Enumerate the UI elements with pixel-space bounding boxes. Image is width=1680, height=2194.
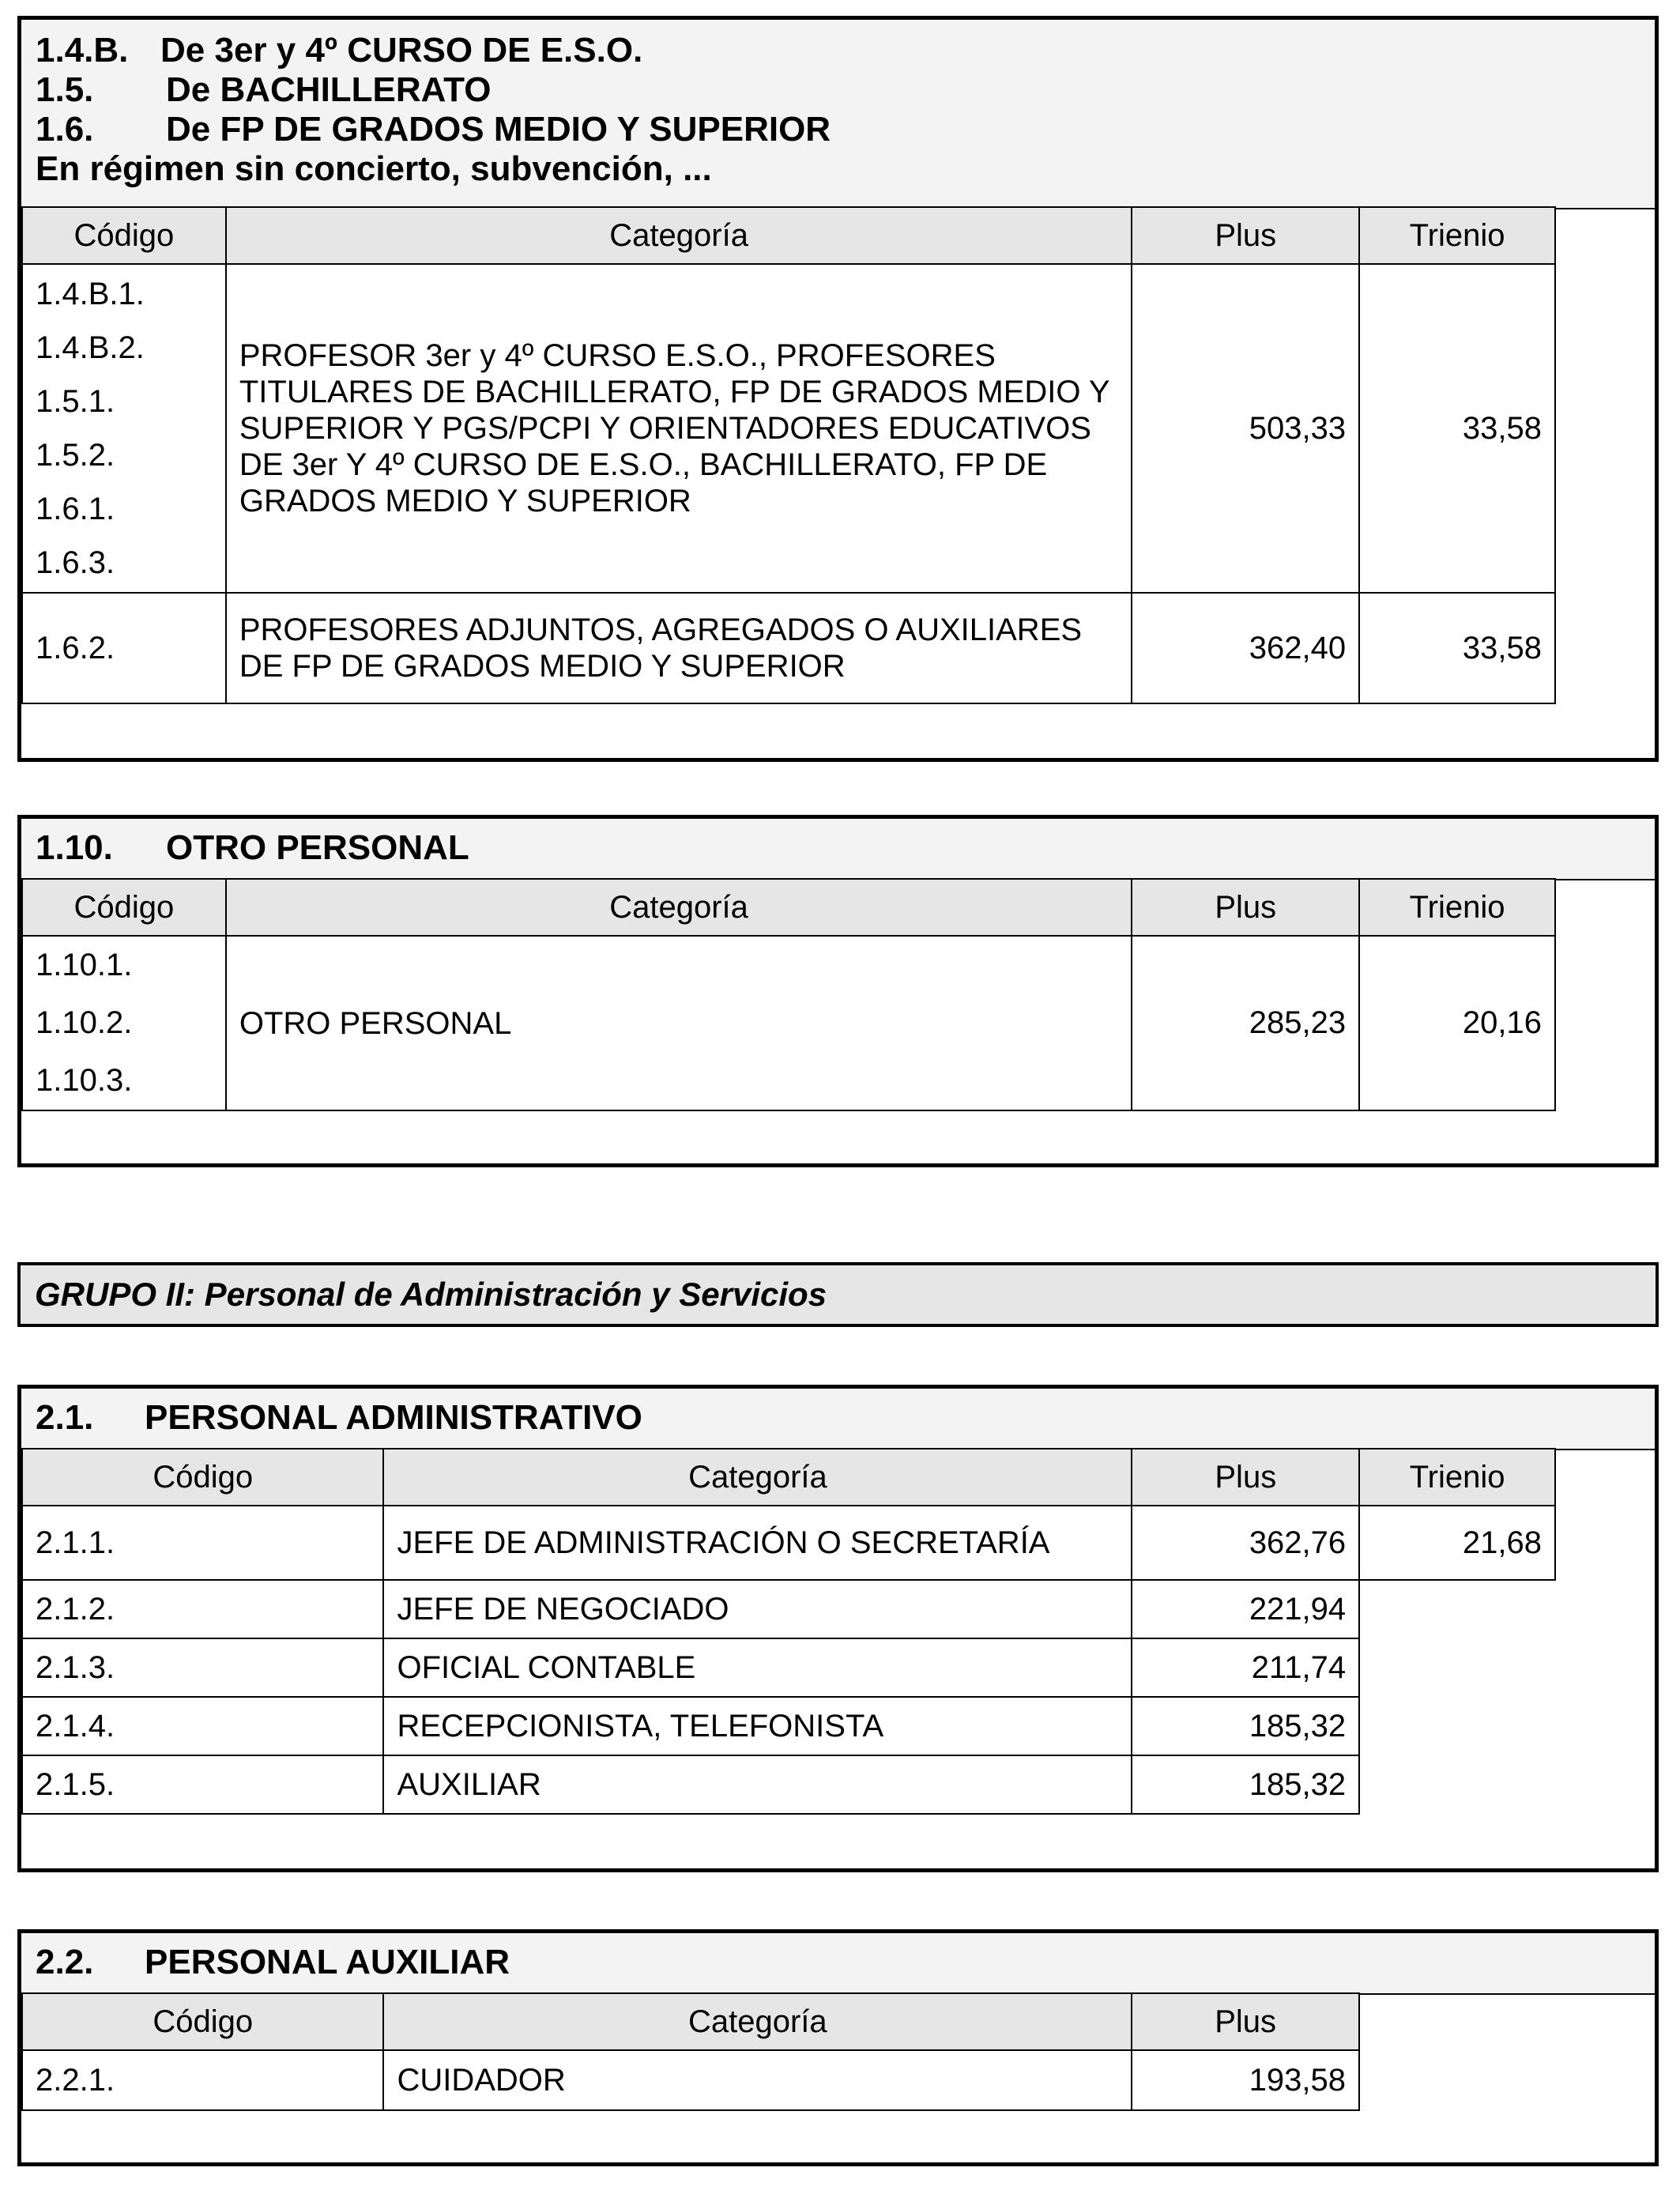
- table-header-row: [22, 879, 1555, 936]
- trienio-cell: 33,58: [1359, 264, 1555, 593]
- col-header-trienio: Trienio: [1359, 207, 1555, 264]
- table-row: [22, 264, 1555, 593]
- section-eso-bachillerato-fp: [17, 16, 1659, 762]
- section-heading: [21, 20, 1655, 209]
- section-title: PERSONAL ADMINISTRATIVO: [145, 1398, 642, 1437]
- col-header-trienio: Trienio: [1359, 879, 1555, 936]
- plus-cell: 362,40: [1132, 593, 1359, 703]
- category-cell: OTRO PERSONAL: [226, 936, 1132, 1110]
- col-header-plus: Plus: [1132, 1993, 1359, 2050]
- code-cell: 1.6.2.: [22, 593, 226, 703]
- trienio-cell: 20,16: [1359, 936, 1555, 1110]
- code-cell: 2.1.4.: [22, 1697, 383, 1755]
- category-cell: JEFE DE NEGOCIADO: [383, 1580, 1132, 1638]
- col-header-codigo: Código: [22, 1993, 383, 2050]
- table-row: [22, 1580, 1555, 1638]
- heading-line: 1.5. De BACHILLERATO: [36, 70, 492, 109]
- code-cell: 2.1.3.: [22, 1638, 383, 1697]
- col-header-categoria: Categoría: [226, 879, 1132, 936]
- section-heading: 1.10. OTRO PERSONAL: [21, 819, 1655, 880]
- section-title: PERSONAL AUXILIAR: [145, 1943, 510, 1981]
- code-cell: 2.1.5.: [22, 1755, 383, 1814]
- col-header-plus: Plus: [1132, 879, 1359, 936]
- table-row: [22, 1697, 1555, 1755]
- col-header-codigo: Código: [22, 879, 226, 936]
- trienio-cell: 21,68: [1359, 1506, 1555, 1580]
- salary-table: [21, 1448, 1556, 1815]
- col-header-plus: Plus: [1132, 1449, 1359, 1506]
- code-cell: 2.2.1.: [22, 2050, 383, 2110]
- category-cell: CUIDADOR: [383, 2050, 1132, 2110]
- salary-table: [21, 206, 1556, 704]
- table-header-row: [22, 1449, 1555, 1506]
- heading-line: En régimen sin concierto, subvención, ...: [36, 149, 712, 188]
- table-row: [22, 593, 1555, 703]
- plus-cell: 503,33: [1132, 264, 1359, 593]
- section-heading: 2.2. PERSONAL AUXILIAR: [21, 1933, 1655, 1995]
- group-heading: GRUPO II: Personal de Administración y Servicios: [17, 1262, 1659, 1327]
- col-header-categoria: Categoría: [226, 207, 1132, 264]
- codes-cell: 1.10.1. 1.10.2. 1.10.3.: [22, 936, 226, 1110]
- plus-cell: 362,76: [1132, 1506, 1359, 1580]
- plus-cell: 285,23: [1132, 936, 1359, 1110]
- col-header-trienio: Trienio: [1359, 1449, 1555, 1506]
- salary-table: [21, 878, 1556, 1111]
- table-header-row: [22, 207, 1555, 264]
- col-header-categoria: Categoría: [383, 1449, 1132, 1506]
- table-row: [22, 1638, 1555, 1697]
- codes-cell: 1.4.B.1. 1.4.B.2. 1.5.1. 1.5.2. 1.6.1. 1.6.3.: [22, 264, 226, 593]
- plus-cell: 211,74: [1132, 1638, 1359, 1697]
- table-row: [22, 936, 1555, 1110]
- salary-table: [21, 1992, 1360, 2111]
- category-cell: OFICIAL CONTABLE: [383, 1638, 1132, 1697]
- category-cell: PROFESOR 3er y 4º CURSO E.S.O., PROFESORES TITULARES DE BACHILLERATO, FP DE GRADOS MEDIO Y SUPERIOR Y PGS/PCPI Y ORIENTADORES EDUCATIVOS DE 3er Y 4º CURSO DE E.S.O., BACHILLERATO, FP DE GRADOS MEDIO Y SUPERIOR: [226, 264, 1132, 593]
- code-cell: 2.1.2.: [22, 1580, 383, 1638]
- section-personal-administrativo: [17, 1385, 1659, 1872]
- section-personal-auxiliar: [17, 1929, 1659, 2166]
- col-header-plus: Plus: [1132, 207, 1359, 264]
- category-cell: JEFE DE ADMINISTRACIÓN O SECRETARÍA: [383, 1506, 1132, 1580]
- trienio-cell: 33,58: [1359, 593, 1555, 703]
- category-cell: AUXILIAR: [383, 1755, 1132, 1814]
- heading-line: 1.4.B. De 3er y 4º CURSO DE E.S.O.: [36, 31, 643, 70]
- table-row: [22, 1755, 1555, 1814]
- plus-cell: 193,58: [1132, 2050, 1359, 2110]
- col-header-codigo: Código: [22, 1449, 383, 1506]
- plus-cell: 221,94: [1132, 1580, 1359, 1638]
- code-cell: 2.1.1.: [22, 1506, 383, 1580]
- table-header-row: [22, 1993, 1359, 2050]
- plus-cell: 185,32: [1132, 1697, 1359, 1755]
- table-row: [22, 2050, 1359, 2110]
- category-cell: PROFESORES ADJUNTOS, AGREGADOS O AUXILIARES DE FP DE GRADOS MEDIO Y SUPERIOR: [226, 593, 1132, 703]
- col-header-categoria: Categoría: [383, 1993, 1132, 2050]
- section-otro-personal: [17, 815, 1659, 1167]
- col-header-codigo: Código: [22, 207, 226, 264]
- plus-cell: 185,32: [1132, 1755, 1359, 1814]
- table-row: [22, 1506, 1555, 1580]
- heading-line: 1.6. De FP DE GRADOS MEDIO Y SUPERIOR: [36, 110, 831, 149]
- section-title: OTRO PERSONAL: [166, 828, 469, 867]
- section-heading: 2.1. PERSONAL ADMINISTRATIVO: [21, 1389, 1655, 1450]
- category-cell: RECEPCIONISTA, TELEFONISTA: [383, 1697, 1132, 1755]
